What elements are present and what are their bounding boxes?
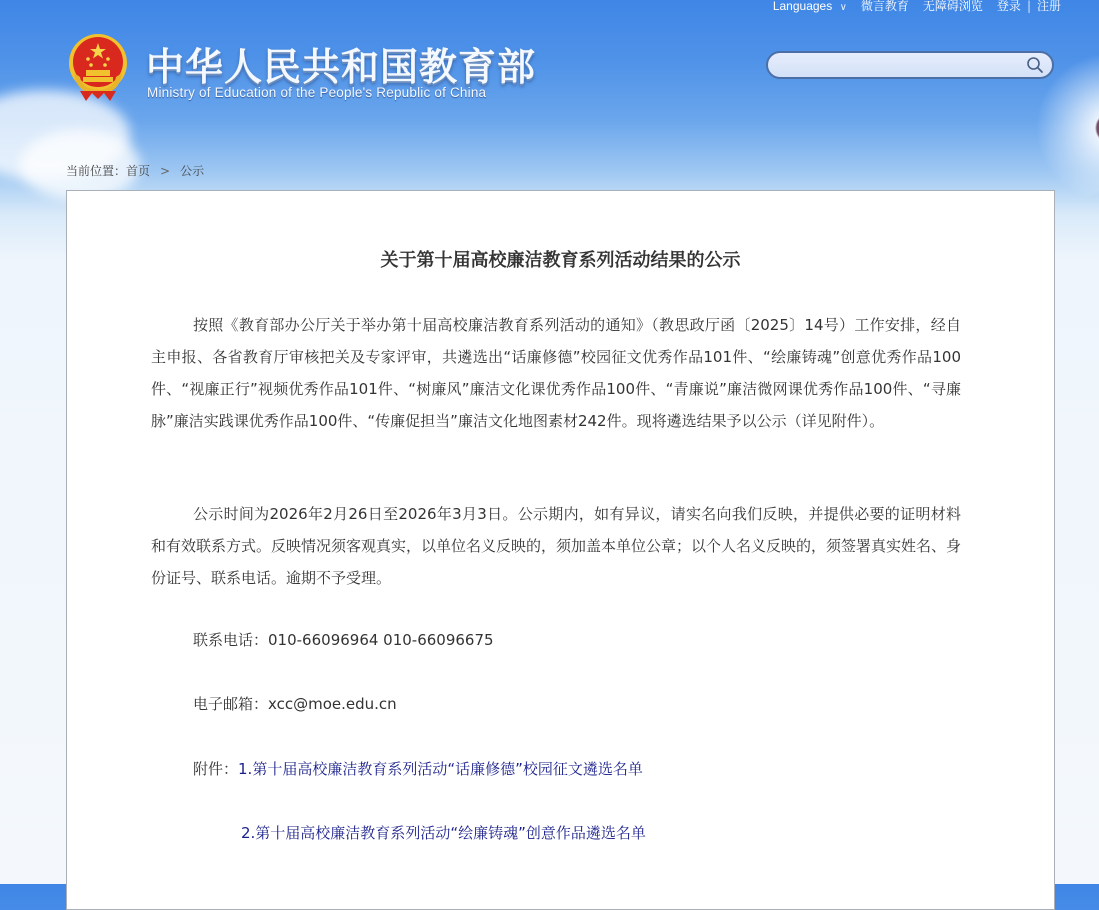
breadcrumb xyxy=(66,162,204,179)
contact-email-label: 电子邮箱： xyxy=(193,695,269,713)
contact-phone xyxy=(193,629,494,650)
breadcrumb-separator-icon: > xyxy=(160,164,171,178)
site-subtitle: Ministry of Education of the People's Republic of China xyxy=(147,85,487,100)
breadcrumb-home[interactable]: 首页 xyxy=(126,164,151,178)
attachments-label: 附件： xyxy=(193,760,239,778)
search-box xyxy=(766,51,1054,79)
weiyan-link[interactable]: 微言教育 xyxy=(860,0,909,13)
national-emblem-logo[interactable] xyxy=(66,33,130,103)
attachment-row-2 xyxy=(241,822,646,843)
contact-phone-value: 010-66096964 010-66096675 xyxy=(268,631,494,649)
attachment-link-1[interactable]: 1.第十届高校廉洁教育系列活动“话廉修德”校园征文遴选名单 xyxy=(238,760,643,778)
attachment-row-1 xyxy=(193,758,643,779)
breadcrumb-label: 当前位置： xyxy=(66,164,127,178)
breadcrumb-notice[interactable]: 公示 xyxy=(180,164,205,178)
article-panel xyxy=(66,190,1055,910)
chevron-down-icon: ∨ xyxy=(839,1,847,13)
contact-email xyxy=(193,693,397,714)
login-link[interactable]: 登录 xyxy=(996,0,1021,13)
divider: | xyxy=(1026,0,1031,13)
emblem-icon xyxy=(66,33,130,103)
contact-phone-label: 联系电话： xyxy=(193,631,269,649)
article-title: 关于第十届高校廉洁教育系列活动结果的公示 xyxy=(380,250,741,271)
article-paragraph-2: 公示时间为2026年2月26日至2026年3月3日。公示期内，如有异议，请实名向我们反映，并提供必要的证明材料和有效联系方式。反映情况须客观真实，以单位名义反映的，须加盖本单位公章；以个人名义反映的，须签署真实姓名、身份证号、联系电话。逾期不予受理。 xyxy=(151,505,962,587)
languages-dropdown[interactable] xyxy=(773,0,847,13)
accessibility-link[interactable]: 无障碍浏览 xyxy=(922,0,983,13)
article-paragraph-1: 按照《教育部办公厅关于举办第十届高校廉洁教育系列活动的通知》（教思政厅函〔2025〕14号）工作安排，经自主申报、各省教育厅审核把关及专家评审，共遴选出“话廉修德”校园征文优秀作品101件、“绘廉铸魂”创意优秀作品100件、“视廉正行”视频优秀作品101件、“树廉风”廉洁文化课优秀作品100件、“青廉说”廉洁微网课优秀作品100件、“寻廉脉”廉洁实践课优秀作品100件、“传廉促担当”廉洁文化地图素材242件。现将遴选结果予以公示（详见附件）。 xyxy=(151,316,961,430)
top-utility-nav xyxy=(759,0,1061,14)
languages-label: Languages xyxy=(772,0,833,13)
attachment-link-2[interactable]: 2.第十届高校廉洁教育系列活动“绘廉铸魂”创意作品遴选名单 xyxy=(241,824,646,842)
site-title[interactable]: 中华人民共和国教育部 xyxy=(146,45,537,89)
search-input[interactable] xyxy=(780,53,1024,79)
search-icon[interactable] xyxy=(1026,56,1044,74)
register-link[interactable]: 注册 xyxy=(1036,0,1061,13)
contact-email-value: xcc@moe.edu.cn xyxy=(268,695,397,713)
